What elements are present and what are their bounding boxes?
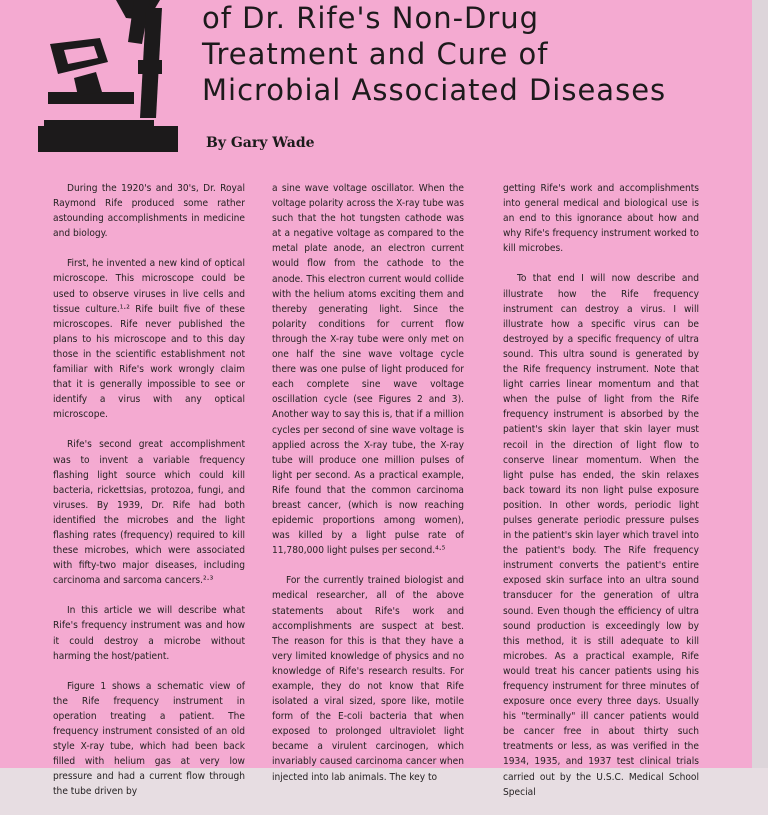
paragraph: To that end I will now describe and illustrate how the Rife frequency instrument can destroy a virus. I will illustrate how a specific virus can be destroyed by a specific frequency of ultra sound. This ultra sound is generated by the Rife frequency instrument. Note that light carries linear momentum and that when the pulse of light from the Rife frequency instrument is absorbed by the patient's skin layer that skin layer must recoil in the direction of light flow to conserve linear momentum. When the light pulse has ended, the skin relaxes back toward its non light pulse exposure position. In other words, periodic light pulses generate periodic pressure pulses in the patient's skin layer which travel into the patient's body. The Rife frequency instrument converts the patient's entire exposed skin surface into an ultra sound transducer for the generation of ultra sound. Even though the efficiency of ultra sound production is exceedingly low by this method, it is still adequate to kill microbes. As a practical example, Rife would treat his cancer patients using his frequency instrument for three minutes of exposure once every three days. Usually his "terminally" ill cancer patients would be cancer free in about thirty such treatments or less, as was verified in the 1934, 1935, and 1937 test clinical trials carried out by the U.S.C. Medical School Special [503,273,699,798]
background-margin [752,0,768,768]
paragraph: getting Rife's work and accomplishments into general medical and biological use is an end to this ignorance about how and why Rife's frequency instrument worked to kill microbes. [503,183,699,255]
paragraph: For the currently trained biologist and medical researcher, all of the above statements about Rife's work and accomplishments are suspect at best. The reason for this is that they have a very limited knowledge of physics and no knowledge of Rife's research results. For example, they do not know that Rife isolated a viral sized, spore like, motile form of the E-coli bacteria that when exposed to prolonged ultraviolet light became a virulent carcinogen, which invariably caused carcinoma cancer when injected into lab animals. The key to [272,575,464,783]
microscope-icon [38,0,178,155]
microscope-illustration [38,0,178,155]
paragraph: In this article we will describe what Rife's frequency instrument was and how it could destroy a microbe without harming the host/patient. [53,605,245,662]
article-column-2 [272,181,464,800]
paragraph: First, he invented a new kind of optical microscope. This microscope could be used to observe viruses in live cells and tissue culture.¹·² Rife built five of these microscopes. Rife never published the plans to his microscope and to this day those in the scientific establishment not familiar with Rife's work wrongly claim that it is generally impossible to see or identify a virus with any optical microscope. [53,258,245,421]
author-byline: By Gary Wade [206,135,315,151]
article-title [202,0,742,108]
title-line: Treatment and Cure of [202,37,549,71]
title-line: of Dr. Rife's Non-Drug [202,1,540,35]
paragraph: a sine wave voltage oscillator. When the voltage polarity across the X-ray tube was such that the hot tungsten cathode was at a negative voltage as compared to the metal plate anode, an electron current would flow from the cathode to the anode. This electron current would collide with the helium atoms exciting them and thereby generating light. Since the polarity conditions for current flow through the X-ray tube were only met on one half the sine wave voltage cycle there was one pulse of light produced for each complete sine wave voltage oscillation cycle (see Figures 2 and 3). Another way to say this is, that if a million cycles per second of sine wave voltage is applied across the X-ray tube, the X-ray tube will produce one million pulses of light per second. As a practical example, Rife found that the common carcinoma breast cancer, (which is now reaching epidemic proportions among women), was killed by a light pulse rate of 11,780,000 light pulses per second.⁴·⁵ [272,183,464,557]
paragraph: Figure 1 shows a schematic view of the Rife frequency instrument in operation treating a patient. The frequency instrument consisted of an old style X-ray tube, which had been back filled with helium gas at very low pressure and had a current flow through the tube driven by [53,680,245,798]
paragraph: Rife's second great accomplishment was to invent a variable frequency flashing light source which could kill bacteria, rickettsias, protozoa, fungi, and viruses. By 1939, Dr. Rife had both identified the microbes and the light flashing rates (frequency) required to kill these microbes, which were associated with fifty-two major diseases, including carcinoma and sarcoma cancers.²·³ [53,439,245,587]
paragraph: During the 1920's and 30's, Dr. Royal Raymond Rife produced some rather astounding accomplishments in medicine and biology. [53,183,245,240]
article-column-3 [503,181,699,815]
article-column-1 [53,181,245,814]
title-line: Microbial Associated Diseases [202,73,667,107]
